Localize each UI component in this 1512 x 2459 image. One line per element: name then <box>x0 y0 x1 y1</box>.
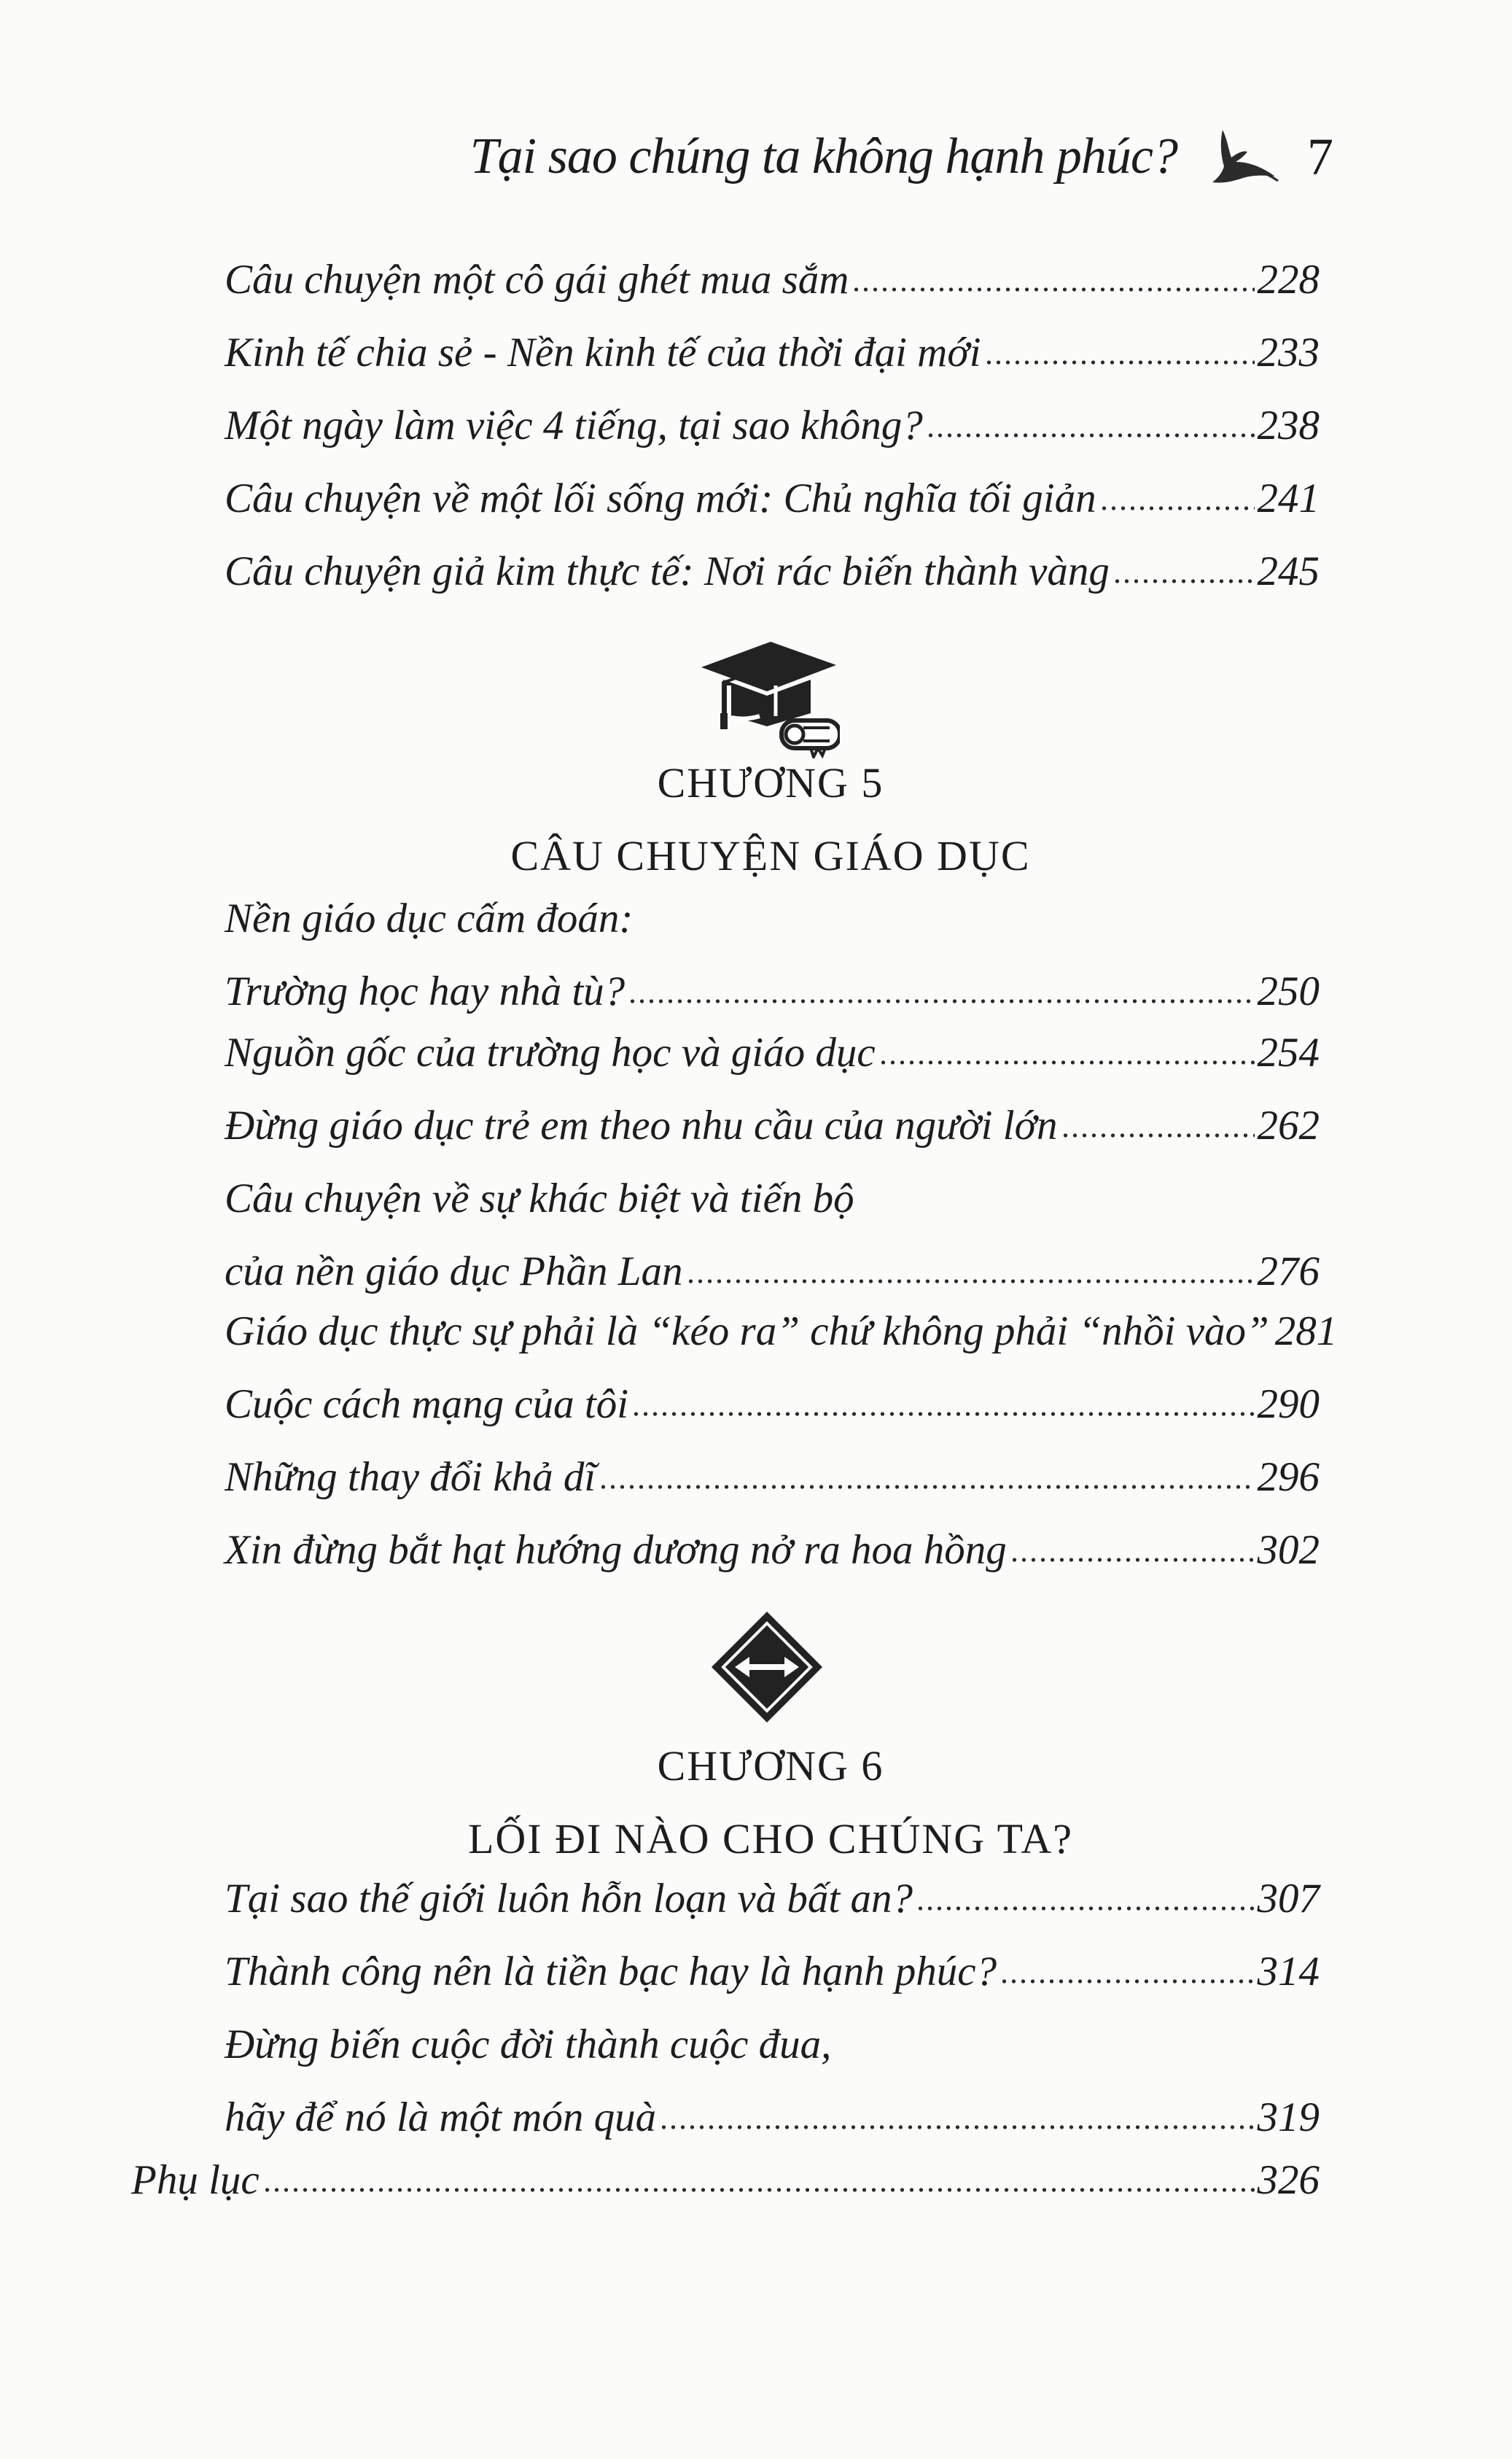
chapter-label: CHƯƠNG 6 <box>657 1742 884 1790</box>
toc-entry[interactable] <box>225 2021 1320 2141</box>
toc-entry[interactable] <box>225 1176 1320 1295</box>
toc-entry[interactable] <box>225 1876 1320 1922</box>
toc-entry[interactable] <box>225 257 1320 303</box>
chapter-5-heading <box>0 760 1512 879</box>
toc-entry-page: 326 <box>1257 2157 1320 2203</box>
toc-entry-title: Cuộc cách mạng của tôi <box>225 1381 629 1427</box>
dot-leader <box>262 2186 1255 2194</box>
toc-entry-title: Kinh tế chia sẻ - Nền kinh tế của thời đại mới <box>225 330 981 376</box>
toc-entry-title-line1: Câu chuyện về sự khác biệt và tiến bộ <box>225 1176 854 1221</box>
toc-entry-appendix[interactable] <box>131 2157 1320 2204</box>
toc-entry-page: 241 <box>1257 475 1320 521</box>
toc-entry-page: 245 <box>1257 548 1320 594</box>
toc-entry[interactable] <box>225 1103 1320 1149</box>
toc-entry-title: Một ngày làm việc 4 tiếng, tại sao không? <box>225 403 923 448</box>
toc-entry-page: 238 <box>1257 403 1320 448</box>
bird-icon <box>1202 124 1282 190</box>
dot-leader <box>1061 1131 1255 1140</box>
toc-entry-title: Phụ lục <box>131 2157 260 2203</box>
toc-entry-title: hãy để nó là một món quà <box>225 2094 657 2140</box>
dot-leader <box>852 285 1254 294</box>
toc-entry-title: Câu chuyện giả kim thực tế: Nơi rác biến thành vàng <box>225 548 1110 594</box>
dot-leader <box>878 1058 1255 1067</box>
toc-entry-page: 262 <box>1257 1103 1320 1149</box>
two-way-arrow-sign-icon <box>0 1609 1512 1725</box>
chapter-label: CHƯƠNG 5 <box>657 759 884 807</box>
toc-entry-page: 307 <box>1257 1876 1320 1922</box>
toc-entry-page: 290 <box>1257 1381 1320 1427</box>
dot-leader <box>999 1977 1254 1986</box>
toc-entry[interactable] <box>225 1308 1338 1355</box>
toc-entry[interactable] <box>225 548 1320 595</box>
toc-entry-page: 314 <box>1257 1949 1320 1994</box>
toc-entry-title: Nguồn gốc của trường học và giáo dục <box>225 1030 876 1076</box>
dot-leader <box>984 358 1255 367</box>
graduation-cap-icon <box>0 634 1512 758</box>
toc-entry[interactable] <box>225 403 1320 449</box>
toc-entry-title: Giáo dục thực sự phải là “kéo ra” chứ không phải “nhồi vào” <box>225 1308 1269 1354</box>
toc-entry[interactable] <box>225 896 1320 1015</box>
toc-entry-title: Tại sao thế giới luôn hỗn loạn và bất an? <box>225 1876 913 1922</box>
running-header <box>470 124 1333 190</box>
chapter-title: LỐI ĐI NÀO CHO CHÚNG TA? <box>467 1815 1074 1862</box>
toc-entry-page: 250 <box>1257 968 1320 1014</box>
toc-entry[interactable] <box>225 1949 1320 1995</box>
book-title: Tại sao chúng ta không hạnh phúc? <box>469 128 1177 184</box>
toc-entry-title: Câu chuyện về một lối sống mới: Chủ nghĩa tối giản <box>225 475 1096 521</box>
dot-leader <box>599 1483 1254 1491</box>
toc-entry-page: 254 <box>1257 1030 1320 1076</box>
toc-entry-page: 302 <box>1257 1527 1320 1573</box>
dot-leader <box>686 1277 1255 1286</box>
dot-leader <box>926 431 1255 440</box>
dot-leader <box>628 997 1254 1006</box>
dot-leader <box>631 1410 1254 1418</box>
toc-entry-title-line1: Nền giáo dục cấm đoán: <box>225 896 634 941</box>
toc-entry-title: Thành công nên là tiền bạc hay là hạnh phúc? <box>225 1949 997 1994</box>
dot-leader <box>916 1904 1254 1913</box>
dot-leader <box>659 2123 1254 2132</box>
toc-entry-page: 296 <box>1257 1454 1320 1500</box>
toc-entry-title: Trường học hay nhà tù? <box>225 968 626 1014</box>
chapter-title: CÂU CHUYỆN GIÁO DỤC <box>510 832 1031 879</box>
toc-entry-page: 276 <box>1257 1248 1320 1294</box>
toc-entry-title: Đừng giáo dục trẻ em theo nhu cầu của người lớn <box>225 1103 1058 1149</box>
toc-entry-title: của nền giáo dục Phần Lan <box>225 1248 683 1294</box>
dot-leader <box>1112 577 1255 586</box>
toc-entry[interactable] <box>225 1381 1320 1428</box>
dot-leader <box>1099 504 1255 513</box>
toc-entry[interactable] <box>225 1030 1320 1076</box>
toc-entry[interactable] <box>225 1454 1320 1501</box>
toc-entry-title: Xin đừng bắt hạt hướng dương nở ra hoa hồng <box>225 1527 1007 1573</box>
toc-entry-page: 281 <box>1274 1308 1338 1354</box>
chapter-6-heading <box>0 1743 1512 1862</box>
toc-entry[interactable] <box>225 1527 1320 1574</box>
toc-entry-title: Câu chuyện một cô gái ghét mua sắm <box>225 257 849 303</box>
toc-entry-title: Những thay đổi khả dĩ <box>225 1454 596 1500</box>
page-number: 7 <box>1307 127 1333 186</box>
toc-entry-page: 319 <box>1257 2094 1320 2140</box>
toc-entry[interactable] <box>225 330 1320 376</box>
toc-entry-page: 228 <box>1257 257 1320 303</box>
toc-entry[interactable] <box>225 475 1320 522</box>
dot-leader <box>1010 1555 1255 1564</box>
toc-entry-page: 233 <box>1257 330 1320 376</box>
toc-entry-title-line1: Đừng biến cuộc đời thành cuộc đua, <box>225 2021 832 2067</box>
